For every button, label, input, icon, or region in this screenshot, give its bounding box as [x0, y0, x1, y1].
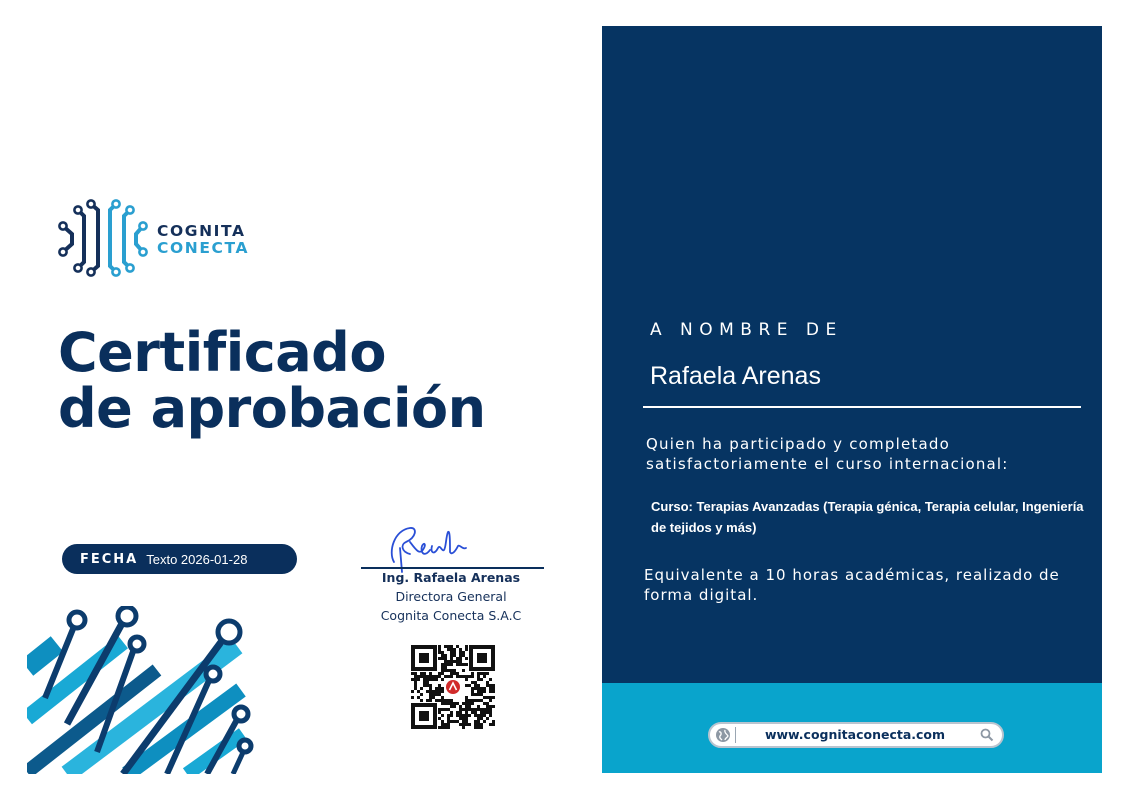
- signatory-company: Cognita Conecta S.A.C: [380, 608, 522, 623]
- company-logo: [58, 196, 258, 280]
- hours-statement: Equivalente a 10 horas académicas, realizado de forma digital.: [644, 566, 1060, 604]
- circuit-logo-icon: [58, 196, 154, 280]
- certificate-title: [58, 321, 486, 440]
- globe-icon: [715, 727, 731, 743]
- recipient-overline: A NOMBRE DE: [650, 320, 843, 340]
- recipient-name: Rafaela Arenas: [650, 362, 821, 390]
- qr-code[interactable]: [411, 645, 495, 729]
- course-name: Curso: Terapias Avanzadas (Terapia génica, Terapia celular, Ingeniería de tejidos y más): [651, 499, 1084, 535]
- date-badge: [62, 544, 297, 574]
- website-url[interactable]: www.cognitaconecta.com: [764, 727, 946, 742]
- website-url-bar[interactable]: [708, 722, 1004, 748]
- logo-word-cognita: COGNITA: [157, 222, 246, 240]
- signatory-name: Ing. Rafaela Arenas: [381, 570, 521, 585]
- circuit-decoration: [27, 606, 255, 774]
- recipient-panel: [602, 26, 1102, 773]
- date-value: Texto 2026-01-28: [146, 551, 248, 567]
- participation-statement: Quien ha participado y completado satisfactoriamente el curso internacional:: [646, 435, 1009, 473]
- recipient-underline: [643, 406, 1081, 408]
- date-label: FECHA: [80, 551, 139, 567]
- title-line-1: Certificado: [58, 321, 386, 384]
- signature-line: [361, 567, 544, 569]
- title-line-2: de aprobación: [58, 377, 486, 440]
- logo-word-conecta: CONECTA: [157, 239, 250, 257]
- search-icon[interactable]: [980, 728, 994, 742]
- signatory-role: Directora General: [395, 589, 507, 604]
- url-separator: [735, 727, 736, 743]
